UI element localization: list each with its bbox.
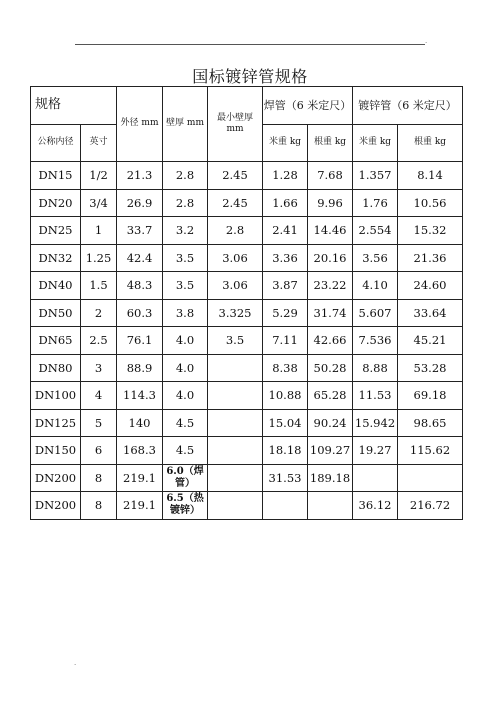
header-row-1 [31, 87, 463, 125]
cell-galv-kg-per-piece: 10.56 [398, 189, 463, 217]
cell-min-wall-thickness: 2.8 [208, 217, 263, 245]
table-row [31, 272, 463, 300]
table-row [31, 354, 463, 382]
cell-wall-thickness: 6.0（焊管） [163, 464, 208, 492]
cell-wall-thickness: 2.8 [163, 189, 208, 217]
cell-min-wall-thickness [208, 437, 263, 465]
cell-galv-kg-per-m: 15.942 [353, 409, 398, 437]
cell-inch: 2.5 [81, 327, 117, 355]
cell-nominal-diameter: DN65 [31, 327, 81, 355]
cell-min-wall-thickness: 3.5 [208, 327, 263, 355]
table-row [31, 409, 463, 437]
cell-galv-kg-per-piece: 45.21 [398, 327, 463, 355]
top-rule [75, 44, 425, 45]
cell-weld-kg-per-m: 8.38 [263, 354, 308, 382]
cell-min-wall-thickness: 3.06 [208, 272, 263, 300]
pipe-spec-table [30, 86, 463, 520]
cell-weld-kg-per-piece: 7.68 [308, 162, 353, 190]
cell-nominal-diameter: DN25 [31, 217, 81, 245]
cell-outer-diameter: 76.1 [117, 327, 163, 355]
cell-wall-thickness: 3.8 [163, 299, 208, 327]
table-row [31, 244, 463, 272]
cell-weld-kg-per-m: 18.18 [263, 437, 308, 465]
cell-weld-kg-per-m: 1.66 [263, 189, 308, 217]
cell-galv-kg-per-m [353, 464, 398, 492]
cell-inch: 4 [81, 382, 117, 410]
cell-galv-kg-per-piece: 8.14 [398, 162, 463, 190]
cell-weld-kg-per-piece: 14.46 [308, 217, 353, 245]
header-weld-kg-per-piece: 根重 kg [308, 125, 353, 162]
cell-wall-thickness: 4.0 [163, 354, 208, 382]
cell-weld-kg-per-m: 2.41 [263, 217, 308, 245]
header-outer-diameter: 外径 mm [117, 87, 163, 162]
cell-outer-diameter: 168.3 [117, 437, 163, 465]
cell-weld-kg-per-m: 5.29 [263, 299, 308, 327]
cell-outer-diameter: 48.3 [117, 272, 163, 300]
cell-nominal-diameter: DN20 [31, 189, 81, 217]
cell-min-wall-thickness [208, 464, 263, 492]
cell-galv-kg-per-m: 4.10 [353, 272, 398, 300]
cell-wall-thickness: 4.5 [163, 409, 208, 437]
header-weld-kg-per-m: 米重 kg [263, 125, 308, 162]
cell-galv-kg-per-m: 11.53 [353, 382, 398, 410]
top-dot-mark: . [425, 37, 428, 45]
cell-outer-diameter: 26.9 [117, 189, 163, 217]
table-row [31, 189, 463, 217]
cell-nominal-diameter: DN125 [31, 409, 81, 437]
cell-wall-thickness: 4.0 [163, 382, 208, 410]
cell-galv-kg-per-piece: 53.28 [398, 354, 463, 382]
cell-wall-thickness: 4.5 [163, 437, 208, 465]
table-row [31, 327, 463, 355]
cell-weld-kg-per-m: 31.53 [263, 464, 308, 492]
cell-weld-kg-per-m: 3.36 [263, 244, 308, 272]
cell-nominal-diameter: DN200 [31, 464, 81, 492]
cell-weld-kg-per-piece: 90.24 [308, 409, 353, 437]
cell-outer-diameter: 21.3 [117, 162, 163, 190]
cell-weld-kg-per-piece: 23.22 [308, 272, 353, 300]
cell-inch: 6 [81, 437, 117, 465]
cell-inch: 2 [81, 299, 117, 327]
cell-wall-thickness: 4.0 [163, 327, 208, 355]
cell-nominal-diameter: DN32 [31, 244, 81, 272]
header-galv-kg-per-piece: 根重 kg [398, 125, 463, 162]
cell-nominal-diameter: DN40 [31, 272, 81, 300]
cell-inch: 8 [81, 492, 117, 520]
cell-min-wall-thickness: 2.45 [208, 162, 263, 190]
cell-weld-kg-per-m: 15.04 [263, 409, 308, 437]
cell-outer-diameter: 219.1 [117, 464, 163, 492]
cell-galv-kg-per-piece: 15.32 [398, 217, 463, 245]
header-inch: 英寸 [81, 125, 117, 162]
cell-weld-kg-per-m: 10.88 [263, 382, 308, 410]
cell-outer-diameter: 219.1 [117, 492, 163, 520]
cell-min-wall-thickness [208, 409, 263, 437]
cell-weld-kg-per-piece: 31.74 [308, 299, 353, 327]
cell-inch: 3/4 [81, 189, 117, 217]
cell-outer-diameter: 42.4 [117, 244, 163, 272]
header-min-wall-thickness: 最小壁厚 mm [208, 87, 263, 162]
header-galvanized-pipe: 镀锌管（6 米定尺） [353, 87, 463, 125]
cell-wall-thickness: 6.5（热镀锌） [163, 492, 208, 520]
cell-galv-kg-per-piece: 24.60 [398, 272, 463, 300]
cell-nominal-diameter: DN150 [31, 437, 81, 465]
cell-galv-kg-per-m: 3.56 [353, 244, 398, 272]
cell-min-wall-thickness: 3.06 [208, 244, 263, 272]
cell-weld-kg-per-piece: 9.96 [308, 189, 353, 217]
cell-min-wall-thickness [208, 354, 263, 382]
cell-inch: 3 [81, 354, 117, 382]
cell-galv-kg-per-piece: 115.62 [398, 437, 463, 465]
cell-outer-diameter: 88.9 [117, 354, 163, 382]
cell-weld-kg-per-m: 3.87 [263, 272, 308, 300]
cell-nominal-diameter: DN80 [31, 354, 81, 382]
cell-weld-kg-per-piece: 20.16 [308, 244, 353, 272]
cell-weld-kg-per-piece: 189.18 [308, 464, 353, 492]
cell-wall-thickness: 3.2 [163, 217, 208, 245]
table-row [31, 299, 463, 327]
bottom-dot-mark: . [74, 659, 77, 667]
cell-galv-kg-per-m: 8.88 [353, 354, 398, 382]
cell-nominal-diameter: DN100 [31, 382, 81, 410]
cell-wall-thickness: 3.5 [163, 272, 208, 300]
table-row [31, 437, 463, 465]
cell-galv-kg-per-piece: 98.65 [398, 409, 463, 437]
cell-outer-diameter: 33.7 [117, 217, 163, 245]
cell-galv-kg-per-piece [398, 464, 463, 492]
table-row [31, 382, 463, 410]
header-spec: 规格 [31, 87, 117, 125]
cell-wall-thickness: 3.5 [163, 244, 208, 272]
cell-min-wall-thickness: 3.325 [208, 299, 263, 327]
cell-weld-kg-per-piece: 42.66 [308, 327, 353, 355]
cell-nominal-diameter: DN50 [31, 299, 81, 327]
cell-nominal-diameter: DN200 [31, 492, 81, 520]
cell-weld-kg-per-piece: 65.28 [308, 382, 353, 410]
cell-wall-thickness: 2.8 [163, 162, 208, 190]
cell-inch: 1.25 [81, 244, 117, 272]
table-body [31, 162, 463, 520]
header-welded-pipe: 焊管（6 米定尺） [263, 87, 353, 125]
cell-galv-kg-per-piece: 33.64 [398, 299, 463, 327]
cell-weld-kg-per-piece: 109.27 [308, 437, 353, 465]
table-row [31, 492, 463, 520]
cell-galv-kg-per-m: 5.607 [353, 299, 398, 327]
cell-weld-kg-per-m: 7.11 [263, 327, 308, 355]
cell-weld-kg-per-m: 1.28 [263, 162, 308, 190]
cell-weld-kg-per-piece [308, 492, 353, 520]
cell-inch: 1 [81, 217, 117, 245]
cell-galv-kg-per-piece: 69.18 [398, 382, 463, 410]
cell-weld-kg-per-piece: 50.28 [308, 354, 353, 382]
cell-min-wall-thickness [208, 382, 263, 410]
cell-inch: 8 [81, 464, 117, 492]
table-row [31, 464, 463, 492]
table-row [31, 217, 463, 245]
cell-outer-diameter: 60.3 [117, 299, 163, 327]
document-title: 国标镀锌管规格 [192, 67, 308, 86]
cell-galv-kg-per-piece: 216.72 [398, 492, 463, 520]
cell-galv-kg-per-m: 36.12 [353, 492, 398, 520]
cell-galv-kg-per-m: 1.76 [353, 189, 398, 217]
cell-galv-kg-per-m: 7.536 [353, 327, 398, 355]
cell-galv-kg-per-m: 1.357 [353, 162, 398, 190]
cell-min-wall-thickness: 2.45 [208, 189, 263, 217]
cell-weld-kg-per-m [263, 492, 308, 520]
cell-min-wall-thickness [208, 492, 263, 520]
cell-inch: 1/2 [81, 162, 117, 190]
header-galv-kg-per-m: 米重 kg [353, 125, 398, 162]
cell-nominal-diameter: DN15 [31, 162, 81, 190]
table-row [31, 162, 463, 190]
header-nominal-diameter: 公称内径 [31, 125, 81, 162]
cell-inch: 5 [81, 409, 117, 437]
header-wall-thickness: 壁厚 mm [163, 87, 208, 162]
cell-galv-kg-per-piece: 21.36 [398, 244, 463, 272]
cell-galv-kg-per-m: 19.27 [353, 437, 398, 465]
cell-inch: 1.5 [81, 272, 117, 300]
cell-galv-kg-per-m: 2.554 [353, 217, 398, 245]
cell-outer-diameter: 114.3 [117, 382, 163, 410]
cell-outer-diameter: 140 [117, 409, 163, 437]
